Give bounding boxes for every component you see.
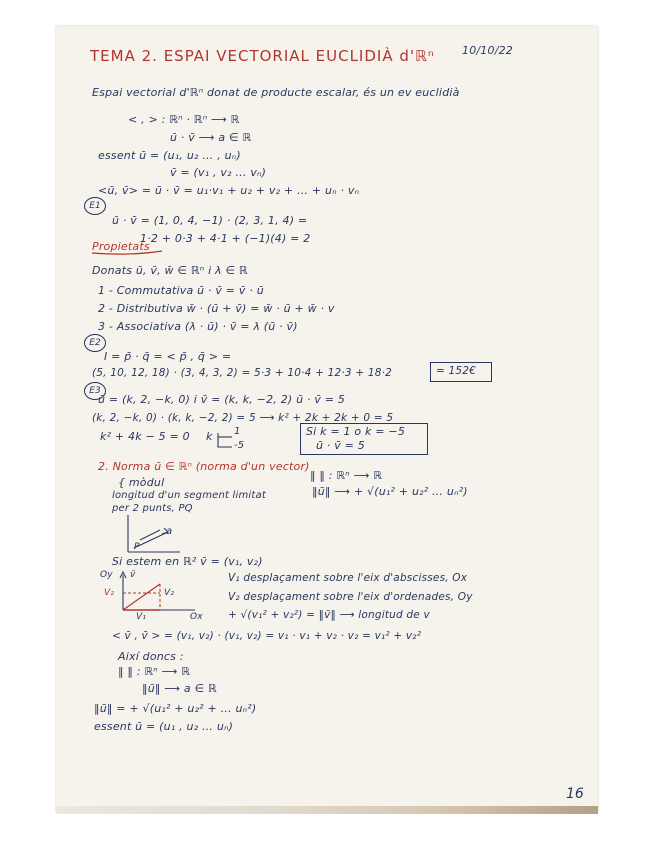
norm-modulus: { mòdul: [118, 476, 165, 489]
norm-map-2: ‖ ‖ : ℝⁿ ⟶ ℝ: [118, 665, 191, 678]
therefore-label: Així doncs :: [118, 650, 184, 663]
example-1-tag: E1: [84, 197, 106, 215]
properties-given: Donats ū, v̄, w̄ ∈ ℝⁿ i λ ∈ ℝ: [92, 264, 248, 277]
v1-label: V₁: [136, 612, 147, 622]
example-1-line-2: 1·2 + 0·3 + 4·1 + (−1)(4) = 2: [140, 232, 311, 245]
v1-description: V₁ desplaçament sobre l'eix d'abscisses, Ox: [228, 572, 468, 584]
example-3-root-2: -5: [234, 440, 245, 451]
vector-u-def: essent ū = (u₁, u₂ … , uₙ): [98, 149, 241, 162]
r2-vector-def: Si estem en ℝ² v̄ = (v₁, v₂): [112, 555, 263, 568]
norm-two-points: per 2 punts, PQ: [112, 503, 193, 514]
norm-general-formula: ‖ū‖ = + √(u₁² + u₂² + … uₙ²): [94, 702, 257, 715]
axis-ox-label: Ox: [190, 612, 203, 622]
property-associative: 3 - Associativa (λ · ū) · v̄ = λ (ū · v̄): [98, 320, 298, 333]
norm-vector-def: essent ū = (u₁ , u₂ … uₙ): [94, 720, 234, 733]
vector-v-def: v̄ = (v₁ , v₂ … vₙ): [170, 166, 267, 179]
example-3-k-label: k: [206, 430, 213, 443]
norm-formula: ‖ū‖ ⟶ + √(u₁² + u₂² … uₙ²): [312, 485, 468, 498]
example-2-tag: E2: [84, 334, 106, 352]
example-3-quadratic: k² + 4k − 5 = 0: [100, 430, 190, 443]
example-3-line-2: (k, 2, −k, 0) · (k, k, −2, 2) = 5 ⟶ k² + 2k + 2k + 0 = 5: [92, 412, 394, 424]
v2-side-label: V₂: [164, 588, 175, 598]
self-inner-product: < v̄ , v̄ > = (v₁, v₂) · (v₁, v₂) = v₁ · v₁ + v₂ · v₂ = v₁² + v₂²: [112, 630, 422, 642]
example-2-line-1: I = p̄ · q̄ = < p̄ , q̄ > =: [104, 350, 232, 363]
axis-oy-label: Oy: [100, 570, 113, 580]
v2-axis-label: V₂: [104, 588, 115, 598]
dot-product-formula: <ū, v̄> = ū · v̄ = u₁·v₁ + u₂ + v₂ + … + uₙ · vₙ: [98, 184, 360, 197]
example-2-line-2: (5, 10, 12, 18) · (3, 4, 3, 2) = 5·3 + 10·4 + 12·3 + 18·2: [92, 367, 393, 379]
segment-label-a: a: [166, 526, 173, 537]
page-title: TEMA 2. ESPAI VECTORIAL EUCLIDIÀ d'ℝⁿ: [90, 47, 435, 65]
page-date: 10/10/22: [462, 44, 514, 57]
segment-label-p: P: [134, 542, 140, 552]
properties-heading: Propietats: [92, 240, 150, 253]
vector-v-label: v̄: [130, 570, 136, 580]
property-commutative: 1 - Commutativa ū · v̄ = v̄ · ū: [98, 284, 264, 297]
inner-product-map-2: ū · v̄ ⟶ a ∈ ℝ: [170, 131, 252, 144]
norm-map: ‖ ‖ : ℝⁿ ⟶ ℝ: [310, 469, 383, 482]
norm-length-def: longitud d'un segment limitat: [112, 490, 266, 501]
example-3-root-1: 1: [234, 426, 241, 437]
example-2-result: = 152€: [436, 365, 477, 377]
example-3-answer-2: ū · v̄ = 5: [316, 439, 365, 452]
property-distributive: 2 - Distributiva w̄ · (ū + v̄) = w̄ · ū + w̄ · v: [98, 302, 335, 315]
example-3-answer-1: Si k = 1 o k = −5: [306, 425, 406, 438]
example-1-line-1: ū · v̄ = (1, 0, 4, −1) · (2, 3, 1, 4) =: [112, 214, 308, 227]
norm-map-3: ‖ū‖ ⟶ a ∈ ℝ: [142, 682, 217, 695]
page-number: 16: [566, 786, 584, 802]
norm-length-formula: + √(v₁² + v₂²) = ‖v̄‖ ⟶ longitud de v: [228, 609, 430, 621]
v2-description: V₂ desplaçament sobre l'eix d'ordenades, Oy: [228, 591, 473, 603]
intro-definition: Espai vectorial d'ℝⁿ donat de producte escalar, és un ev euclidià: [92, 86, 460, 99]
inner-product-map: < , > : ℝⁿ · ℝⁿ ⟶ ℝ: [128, 113, 240, 126]
example-3-line-1: ū = (k, 2, −k, 0) i v̄ = (k, k, −2, 2) ū · v̄ = 5: [98, 393, 346, 406]
example-3-tag: E3: [84, 382, 106, 400]
norm-heading: 2. Norma ū ∈ ℝⁿ (norma d'un vector): [98, 460, 310, 473]
